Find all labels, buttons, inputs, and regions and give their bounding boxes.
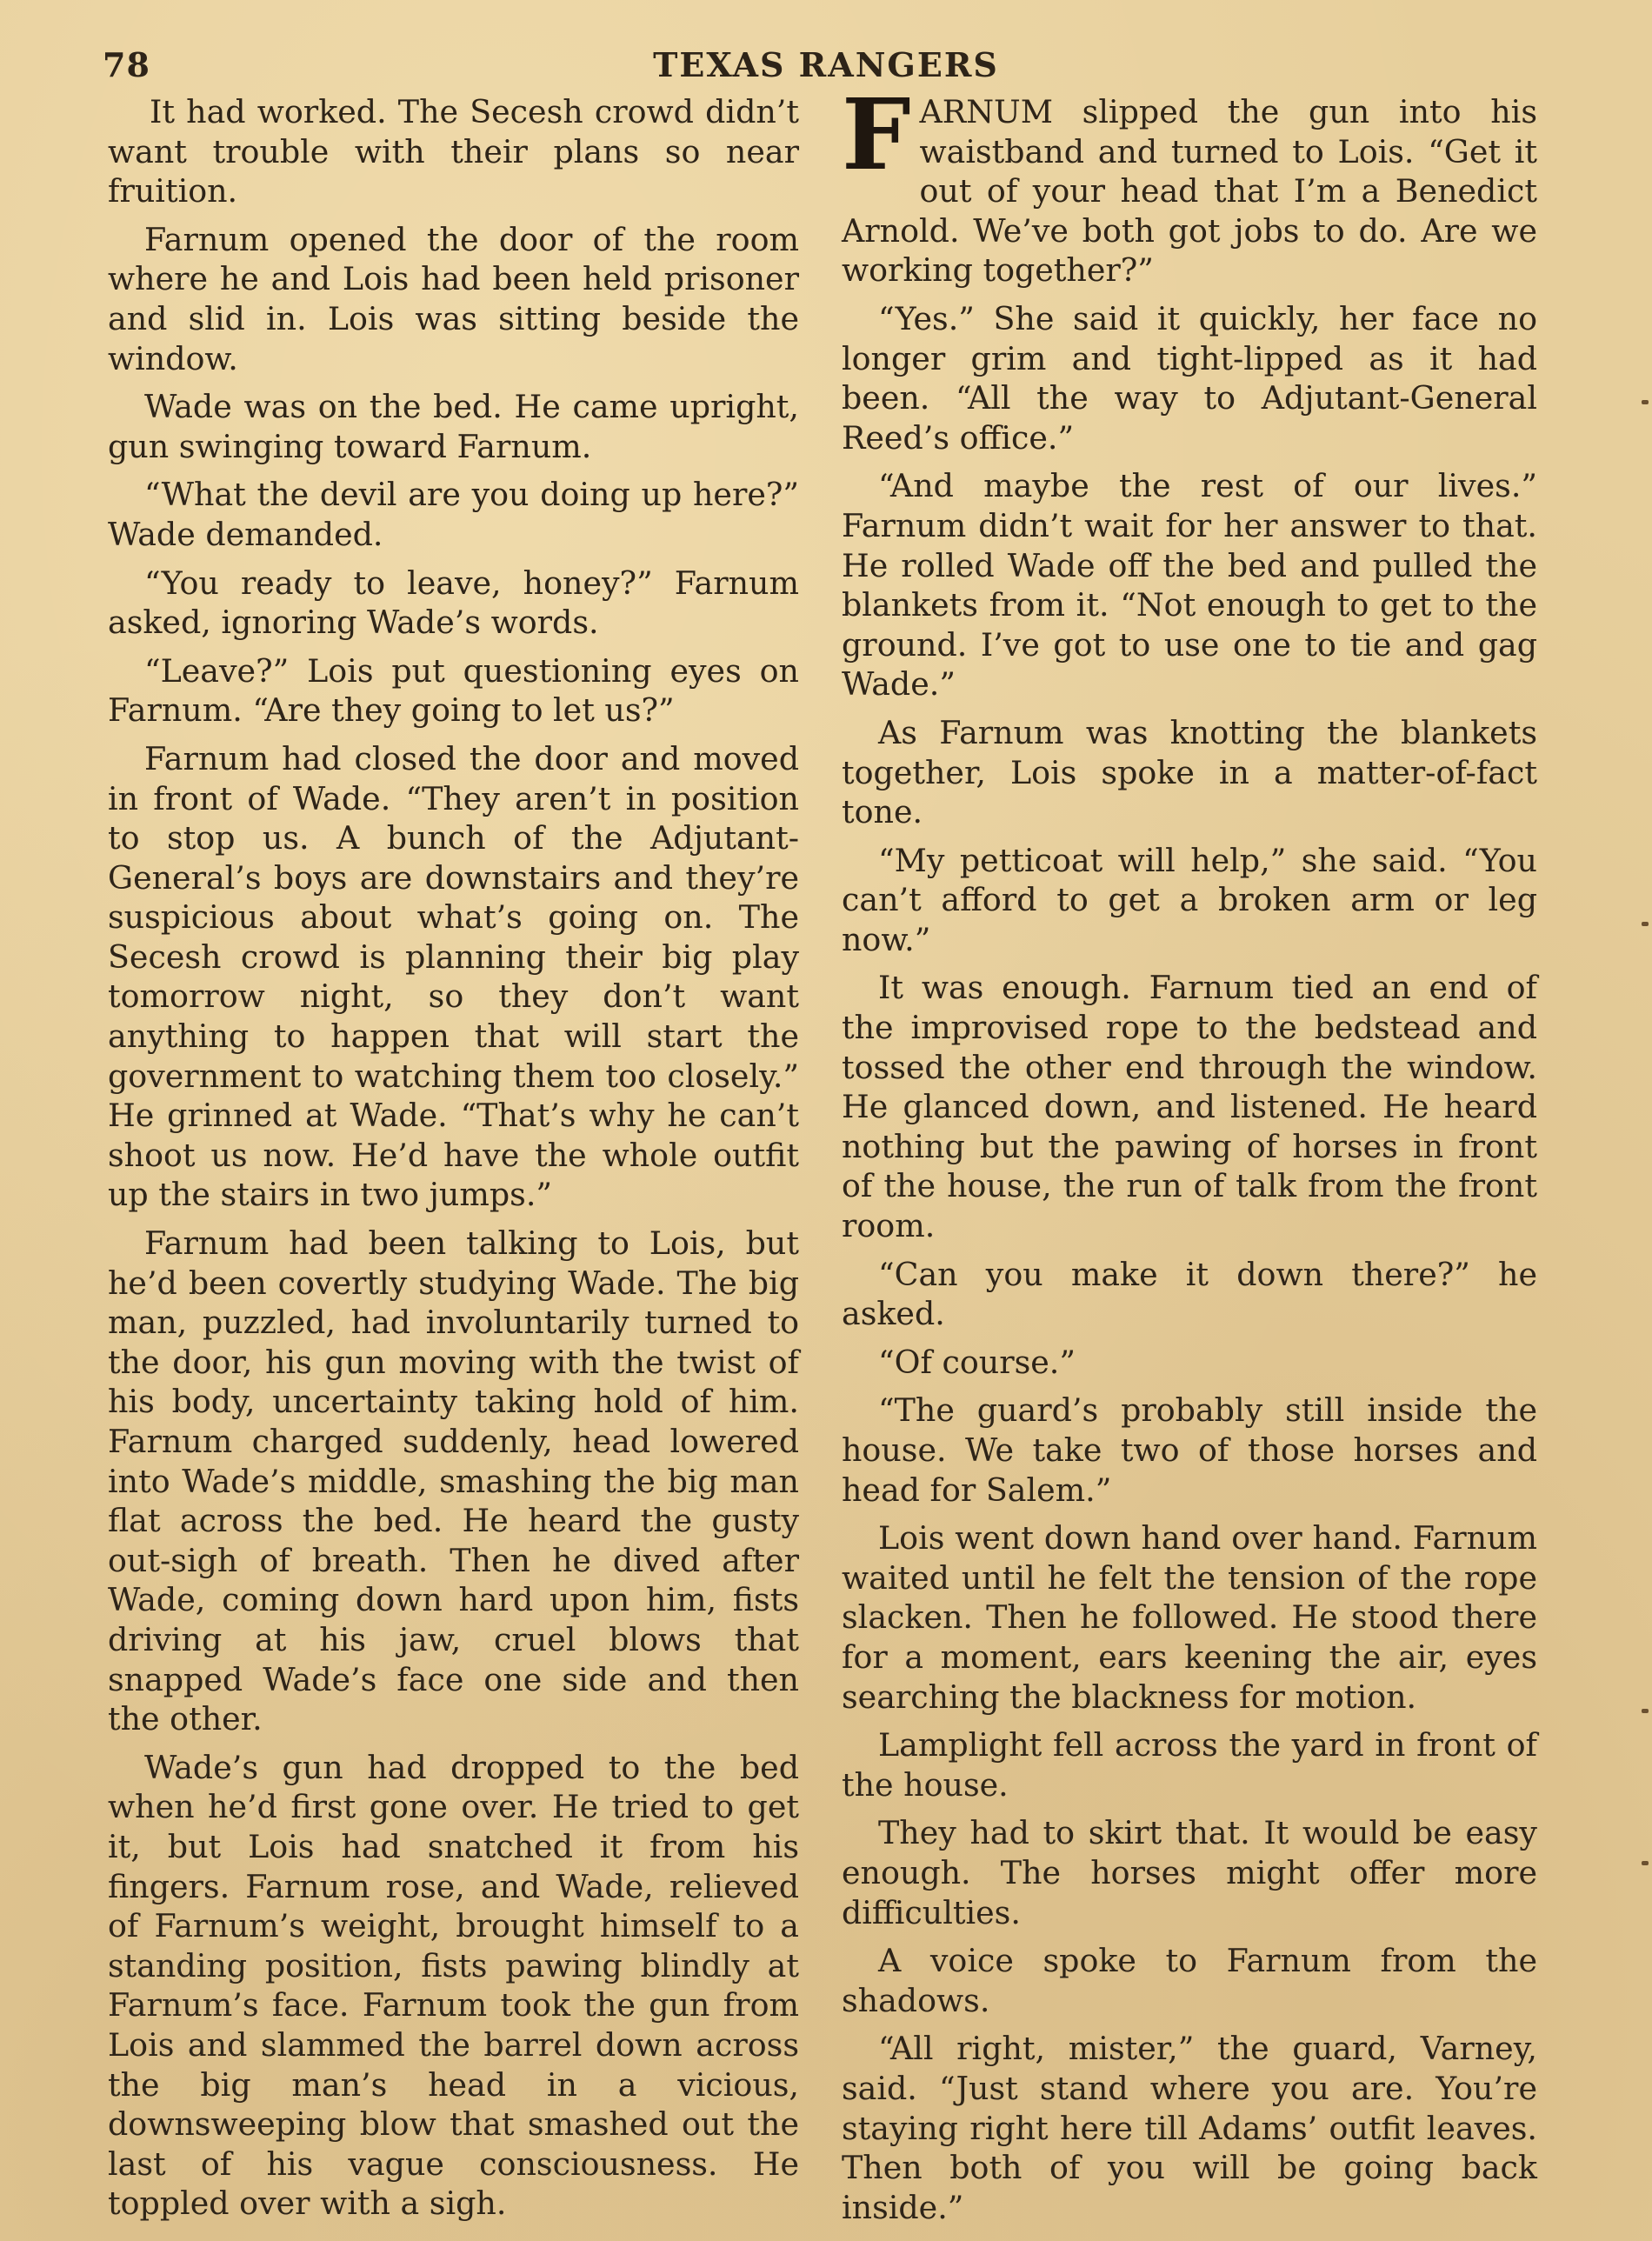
drop-cap: F [842,78,911,192]
paragraph: “Can you make it down there?” he asked. [842,1255,1537,1333]
paragraph: “The guard’s probably still inside the house. We take two of those horses and head for Salem.” [842,1391,1537,1509]
paragraph: They had to skirt that. It would be easy enough. The horses might offer more difficulties. [842,1814,1537,1931]
paragraph: It was enough. Farnum tied an end of the improvised rope to the bedstead and tossed the other end through the window. He glanced down, and listened. He heard nothing but the pawing of horses in front of the house, the run of talk from the front room. [842,969,1537,1245]
paragraph: “Yes.” She said it quickly, her face no longer grim and tight-lipped as it had been. “All the way to Adjutant-General Reed’s office.” [842,299,1537,457]
binding-mark [1642,1709,1649,1713]
opening-paragraph [842,78,1537,290]
running-head: TEXAS RANGERS [653,45,999,84]
paragraph: “And maybe the rest of our lives.” Farnum didn’t wait for her answer to that. He rolled Wade off the bed and pulled the blankets from it. “Not enough to get to the ground. I’ve got to use one to tie and gag Wade.” [842,467,1537,704]
paragraph: A voice spoke to Farnum from the shadows. [842,1942,1537,2019]
binding-mark [1642,1861,1649,1865]
paragraph: Lamplight fell across the yard in front of the house. [842,1726,1537,1804]
paragraph: Lois went down hand over hand. Farnum waited until he felt the tension of the rope slacken. Then he followed. He stood there for a moment, ears keening the air, eyes searching the blackness for motion. [842,1519,1537,1716]
binding-mark [1642,400,1649,404]
paragraph: “Leave?” Lois put questioning eyes on Farnum. “Are they going to let us?” [108,651,799,730]
opening-paragraph-text: ARNUM slipped the gun into his waistband and turned to Lois. “Get it out of your head that I’m a Benedict Arnold. We’ve both got jobs to do. Are we working together?” [842,93,1537,290]
paragraph: “Of course.” [878,1343,1076,1381]
paragraph: It had worked. The Secesh crowd didn’t want trouble with their plans so near fruition. [108,93,799,210]
paragraph: “What the devil are you doing up here?” Wade demanded. [108,476,799,553]
left-column [108,92,799,2232]
paragraph: Farnum opened the door of the room where he and Lois had been held prisoner and slid in. Lois was sitting beside the window. [108,220,799,377]
paragraph: As Farnum was knotting the blankets together, Lois spoke in a matter-of-fact tone. [842,713,1537,831]
paragraph: Farnum had closed the door and moved in front of Wade. “They aren’t in position to stop us. A bunch of the Adjutant-General’s boys are downstairs and they’re suspicious about what’s going on. The Secesh crowd is planning their big play tomorrow night, so they don’t want anything to happen that will start the government to watching them too closely.” He grinned at Wade. “That’s why he can’t shoot us now. He’d have the whole outfit up the stairs in two jumps.” [108,739,799,1214]
paragraph: “My petticoat will help,” she said. “You can’t afford to get a broken arm or leg now.” [842,841,1537,958]
paragraph: Wade’s gun had dropped to the bed when he’d first gone over. He tried to get it, but Lois had snatched it from his fingers. Farnum rose, and Wade, relieved of Farnum’s weight, brought himself to a standing position, fists pawing blindly at Farnum’s face. Farnum took the gun from Lois and slammed the barrel down across the big man’s head in a vicious, downsweeping blow that smashed out the last of his vague consciousness. He toppled over with a sigh. [108,1748,799,2223]
binding-mark [1642,922,1649,926]
paragraph: “All right, mister,” the guard, Varney, said. “Just stand where you are. You’re staying right here till Adams’ outfit leaves. Then both of you will be going back inside.” [842,2030,1537,2226]
paragraph: “You ready to leave, honey?” Farnum asked, ignoring Wade’s words. [108,564,799,642]
page-number: 78 [103,45,150,84]
paragraph: Wade was on the bed. He came upright, gun swinging toward Farnum. [108,388,799,465]
right-column [842,78,1537,2236]
paragraph: Farnum had been talking to Lois, but he’d been covertly studying Wade. The big man, puzzled, had involuntarily turned to the door, his gun moving with the twist of his body, uncertainty taking hold of him. Farnum charged suddenly, head lowered into Wade’s middle, smashing the big man flat across the bed. He heard the gusty out-sigh of breath. Then he dived after Wade, coming down hard upon him, fists driving at his jaw, cruel blows that snapped Wade’s face one side and then the other. [108,1224,799,1738]
